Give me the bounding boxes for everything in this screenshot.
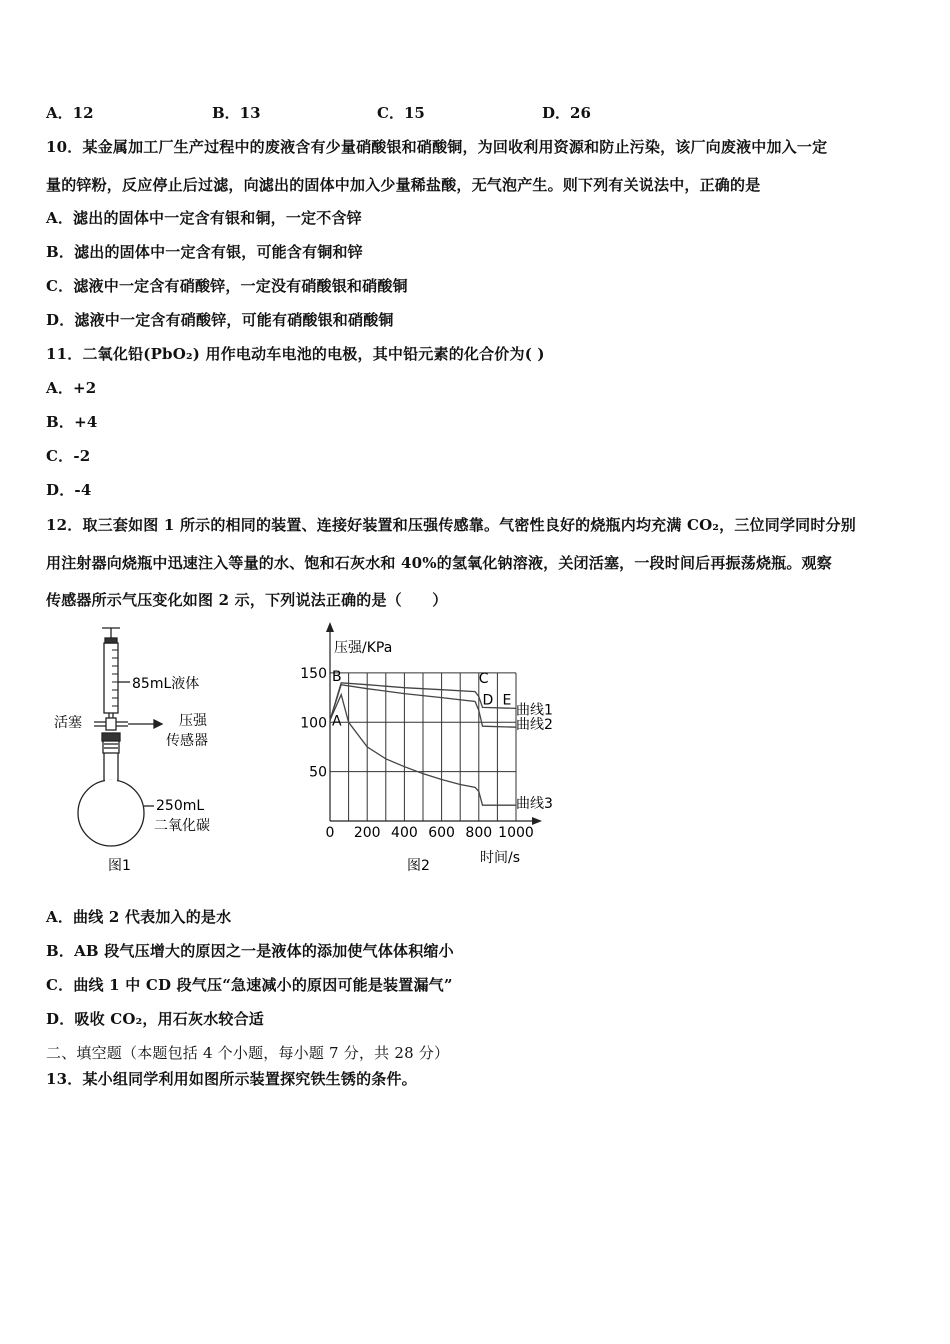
q11-option-a: A．+2 [46,379,97,397]
q9-option-c: C．15 [377,104,425,122]
fig1-sensor-label-2: 传感器 [166,733,208,749]
point-label-B: B [332,668,342,685]
y-tick-label: 100 [300,715,327,732]
q12-option-a: A．曲线 2 代表加入的是水 [46,908,232,926]
point-label-A: A [332,713,342,730]
sensor-arrowhead [154,720,162,728]
fig1-liquid-label: 85mL液体 [132,676,200,692]
fig1-sensor-label-1: 压强 [179,713,207,729]
legend-label-2: 曲线2 [516,717,553,734]
syringe-scale [112,650,118,706]
q12-option-c: C．曲线 1 中 CD 段气压“急速减小的原因可能是装置漏气” [46,976,453,994]
x-tick-label: 800 [465,825,493,841]
q11-option-b: B．+4 [46,413,98,431]
fig1-flask-label-2: 二氧化碳 [154,818,210,834]
fig1-valve-label: 活塞 [54,715,82,731]
q11-option-c: C．-2 [46,447,91,465]
q10-option-d: D．滤液中一定含有硝酸锌，可能有硝酸银和硝酸铜 [46,311,394,329]
y-axis-label: 压强/KPa [334,640,393,656]
x-tick-label: 200 [353,825,381,841]
q9-option-a: A．12 [46,104,94,122]
point-label-C: C [478,670,489,687]
x-tick-label: 400 [391,825,418,841]
q9-options [0,102,950,122]
q13-stem: 13．某小组同学利用如图所示装置探究铁生锈的条件。 [46,1070,417,1088]
q12-option-d: D．吸收 CO₂，用石灰水较合适 [46,1010,265,1028]
fig1-caption: 图1 [108,858,131,874]
section2-heading: 二、填空题（本题包括 4 个小题，每小题 7 分，共 28 分） [46,1044,450,1062]
q11-option-d: D．-4 [46,481,92,499]
x-tick-label: 600 [428,825,455,841]
x-axis-arrow [532,817,542,825]
x-tick-label: 0 [325,825,335,841]
q9-option-b: B．13 [212,104,261,122]
x-axis-label: 时间/s [480,850,521,866]
y-axis-arrow [326,622,334,632]
q11-stem: 11．二氧化铅(PbO₂) 用作电动车电池的电极，其中铅元素的化合价为( ) [46,345,545,363]
syringe-barrel [104,643,118,713]
q9-option-d: D．26 [542,104,591,122]
stopper-top [102,733,120,741]
q10-stem-line1: 10．某金属加工厂生产过程中的废液含有少量硝酸银和硝酸铜，为回收利用资源和防止污染，该厂向废液中加入一定 [46,138,828,156]
q12-stem-line3: 传感器所示气压变化如图 2 示，下列说法正确的是（ ） [46,591,448,609]
fig1-flask-label-1: 250mL [156,798,205,814]
q12-stem-line2: 用注射器向烧瓶中迅速注入等量的水、饱和石灰水和 40%的氢氧化钠溶液，关闭活塞，一段时间后再振荡烧瓶。观察 [46,554,832,572]
syringe-plunger-head [105,638,117,643]
q10-option-c: C．滤液中一定含有硝酸锌，一定没有硝酸银和硝酸铜 [46,277,408,295]
y-tick-label: 150 [300,665,327,682]
fig2-caption: 图2 [407,858,430,874]
x-tick-label: 1000 [498,825,534,841]
legend-label-1: 曲线1 [516,702,553,719]
q12-stem-line1: 12．取三套如图 1 所示的相同的装置、连接好装置和压强传感靠。气密性良好的烧瓶内均充满 CO₂，三位同学同时分别 [46,516,856,534]
stopper [103,741,119,753]
q10-option-b: B．滤出的固体中一定含有银，可能含有铜和锌 [46,243,363,261]
point-label-E: E [502,692,512,709]
fig2-chart [300,622,553,874]
valve [106,718,116,730]
q10-option-a: A．滤出的固体中一定含有银和铜，一定不含锌 [46,209,362,227]
q12-figures [46,618,586,880]
q12-option-b: B．AB 段气压增大的原因之一是液体的添加使气体体积缩小 [46,942,454,960]
fig1-apparatus [78,628,162,846]
point-label-D: D [482,692,494,709]
y-tick-label: 50 [309,764,327,781]
legend-label-3: 曲线3 [516,796,553,813]
q10-stem-line2: 量的锌粉，反应停止后过滤，向滤出的固体中加入少量稀盐酸，无气泡产生。则下列有关说法中，正确的是 [46,176,761,194]
flask-bulb [78,780,144,846]
